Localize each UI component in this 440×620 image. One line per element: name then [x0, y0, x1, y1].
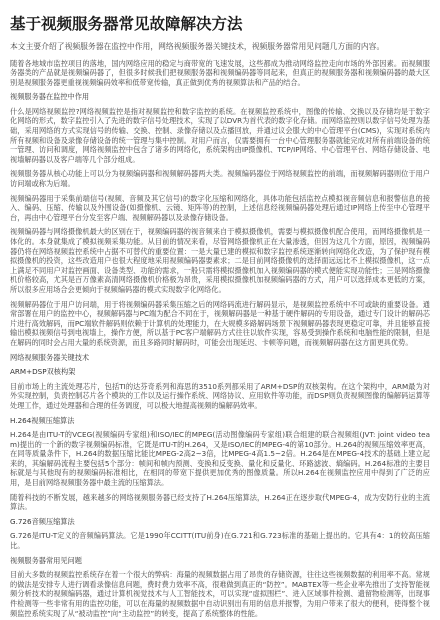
- body-paragraph: 视频解码器位于用户访问端，用于将视频编码器采集压缩之后的网络码流进行解码显示，是视频监控系统中不可或缺的重要设备。通常部署在用户的监控中心，视频解码器与PC端为配合不同在于，视频解码器是一种基于硬件解码的专用设备，通过专门设计的解码芯片进行高效解码，而PC端软件解码则依赖于计算机的处理能力，在大规模多路解码场景下视频解码器表现更稳定可靠，并且能够直接输出模拟视频信号到电视墙上，操作方便，所以基于PC客户端解码方式往往以软件实现，容易受到操作系统和电脑性能的限制，但是在解码的同时会占用大量的系统资源，而且多路同时解码时，可能会出现延迟、卡顿等问题，而视频解码器在这方面更具优势。: [10, 299, 430, 347]
- body-paragraph: 目前市场上的主流处理芯片，包括TI的达芬奇系列和海思的3510系列都采用了ARM+DSP的双核架构。在这个架构中，ARM最为对外实现控制，负责控制芯片各个模块的工作以及运行操作系统、网络协议、应用软件等功能，而DSP则负责视频图像的编解码运算等处理工作，通过处理器和合理的任务调度，可以极大地提高视频的编解码效率。: [10, 381, 430, 410]
- section-heading: ARM+DSP双核构架: [10, 367, 76, 377]
- section-heading: H.264视频压缩算法: [10, 415, 75, 425]
- section-heading: 网络视频服务器关键技术: [10, 352, 90, 362]
- body-paragraph: 什么是网络视频监控?网络视频监控是指对视频监控和数字监控的系统。在视频监控系统中，图像的传输、交换以及存储均是于数字化网络的形式，数字监控引入了先进的数字信号处理技术，实现了以DVR为首代表的数字化存储。而网络监控则以数字信号处理为基础，采用网络的方式实现信号的传输、交换、控制、录像存储以及点播回放，并通过议会服大的中心管理平台(CMS)，实现对系统内所有视频和设备及录像存储设备的统一管理与集中控制。对用户而言，仅需要拥有一台中心管理服务器就能完成对所有前端设备的统一管理、访问和调度，网络视频监控中包含了诸多的网络化，系统架构由IP摄像机、TCP/IP网络、中心管理平台、网络存储设备、电视墙解码器以及客户端等几个部分组成。: [10, 106, 430, 164]
- section-heading: 视频服务器在监控中作用: [10, 92, 90, 102]
- section-heading: 视频服务器常用见问题: [10, 555, 82, 565]
- document-body: [10, 42, 430, 618]
- body-paragraph: G.726是ITU-T定义的音频编码算法。它是1990年CCITT(ITU前身)在G.721和G.723标准的基础上提出的。它具有4：1的较高压缩比。: [10, 531, 430, 551]
- body-paragraph: 随着各地城市监控项目的落地，国内网络应用的稳定与商带宽的飞速发展，这些都成为推动网络监控走向市场的外部因素。而视频服务器类的产品就是视频编码器了，但很多时候我们把视频服务器和视频编码器等同起来，但真正的视频服务器和视频编码器的最大区别是视频服务器更重视视频编码效率和低带宽传输，真正做到优秀的视频算法和产品的结合。: [10, 58, 430, 87]
- body-paragraph: 目前大多数的视频监控系统存在着一个很大的弊病：海量的视频数据占用了昂贵的存储资源，往往这些视频数据的利用率不高。常规的做法是安排专人进行调看录像信息问题，费时费力效率不高，很难做到真正的“防控”。MABTEX等一些企业率先推出了支持智能视频分析技术的视频编码器，通过计算机视觉技术与人工智能技术，可以实现“虚拟围栏”、进入区域事件检测、遗留物检测等，出现事件检测等一些非常有用的监控功能，可以在海量的视频数据中自动识别出有用的信息并报警，为用户带来了很大的便利，使得整个视频监控系统实现了从“被动监控”向“主动监控”的转变，提高了系统整体的性能。: [10, 570, 430, 618]
- intro-paragraph: 本文主要介绍了视频服务器在监控中作用，网络视频服务器关键技术，视频服务器常用见问题几方面的内容。: [10, 42, 385, 51]
- body-paragraph: 视频服务器从核心功能上可以分为视频编码器和视频解码器两大类。视频编码器位于网络视频监控的前端，而视频解码器则位于用户访问端或称为后端。: [10, 169, 430, 189]
- section-heading: G.726音频压缩算法: [10, 516, 75, 526]
- body-paragraph: 视频编码器与网络摄像机最大的区别在于，视频编码器的视音频来自于模拟摄像机，需要与模拟摄像机配合使用，而网络摄像机是一体化的。本身就集成了模拟视频采集功能。从目前的情况来看，尽管网络摄像机正在大量渗透，但因为这几个方面，原因，视频编码器仍将在网络视频监控系统中占据不可替代的重要位置：一是大量已建的模拟和数字监控系统逐渐转向网络化改造，为了保护现有模拟摄像机的投资，这些改造用户也很大程度地采用视频编码器要素求；二是目前网络摄像机的选择面远远比不上模拟摄像机，这一点上满足不同用户对监控画面、设备类型、功能的需求，一般只需将模拟摄像机加入视频编码器的模式便能实现功能性；三是网络摄像机价格较高，尤其是百万像素高清网络摄像机价格极为昂贵，采用模拟摄像机加视频编码器的方式，用户可以选择成本更低的方案，所以很多应用场合会更倾向于视频编码器的模式实现数字化网络化。: [10, 227, 430, 294]
- body-paragraph: 随着科技的不断发展，越来越多的网络视频服务器已经支持了H.264压缩算法，H.264正在逐步取代MPEG-4，成为安防行业的主流算法。: [10, 492, 430, 512]
- body-paragraph: 视频编码器用于采集前端信号(视频、音频及其它信号)的数字化压缩和网络化，具体功能包括监控点模拟视音频信息和报警信息的接入、编码、压缩、传输以及外围设备(如摄像机、云镜、矩阵等)的控制，上述信息经视频编码器处理后通过IP网络上传至中心管理平台，再由中心管理平台分发至客户端、视频解码器以及录像存储设备。: [10, 193, 430, 222]
- page-title: 基于视频服务器常见故障解决方法: [10, 15, 243, 33]
- body-paragraph: H.264是由ITU-T的VCEG(视频编码专家组)和ISO/IEC的MPEG(活动图像编码专家组)联合组建的联合视频组(JVT: joint video team)提出的一个新的数字视频编码标准，它既是ITU-T的H.264，又是ISO/IEC的MPEG-4的第10部分。H.264的视频压缩效率更高，在同等质量条件下，H.264的数据压缩比能比MPEG-2高2~3倍，比MPEG-4高1.5~2倍。H.264是在MPEG-4技术的基础上建立起来的，其编解码流程主要包括5个部分：帧间和帧内预测、变换和反变换、量化和反量化、环路滤波、熵编码。H.264标准的主要目标就是与其他现有的视频编码标准相比，在相同的带宽下提供更加优秀的图像质量。所以H.264在视频监控应用中得到了广泛的应用，是目前网络视频服务器中最主流的压缩算法。: [10, 430, 430, 488]
